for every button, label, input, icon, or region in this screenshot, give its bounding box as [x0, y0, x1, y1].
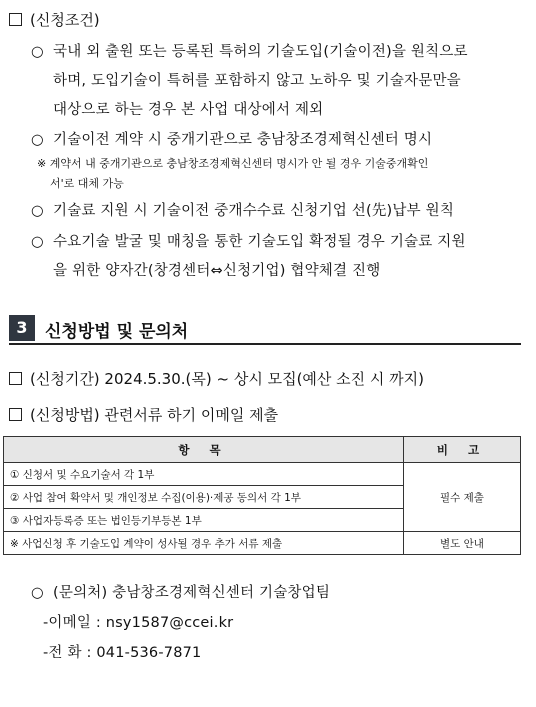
contact-header: ○ (문의처) 충남창조경제혁신센터 기술창업팀 [31, 585, 331, 601]
conditions-header: (신청조건) [9, 9, 100, 30]
condition-bullet-3: ○ 기술료 지원 시 기술이전 중개수수료 신청기업 선(先)납부 원칙 [31, 203, 455, 219]
condition-bullet-1-line2: 하며, 도입기술이 특허를 포함하지 않고 노하우 및 기술자문만을 [53, 73, 461, 89]
application-method: (신청방법) 관련서류 하기 이메일 제출 [9, 404, 278, 425]
table-cell-item: ③ 사업자등록증 또는 법인등기부등본 1부 [4, 509, 404, 532]
contact-email[interactable]: -이메일 : nsy1587@ccei.kr [43, 615, 234, 631]
section-3-heading [9, 315, 521, 345]
condition-bullet-4-line2: 을 위한 양자간(창경센터⇔신청기업) 협약체결 진행 [53, 263, 381, 279]
circle-bullet-icon: ○ [31, 203, 44, 219]
section-number: 3 [9, 315, 35, 341]
table-cell-extra: ※ 사업신청 후 기술도입 계약이 성사될 경우 추가 서류 제출 [4, 532, 404, 555]
table-header-row [4, 437, 521, 463]
table-cell-item: ② 사업 참여 확약서 및 개인정보 수집(이용)·제공 동의서 각 1부 [4, 486, 404, 509]
condition-bullet-1-line1: ○ 국내 외 출원 또는 등록된 특허의 기술도입(기술이전)을 원칙으로 [31, 44, 468, 60]
table-cell-required: 필수 제출 [404, 463, 521, 532]
checkbox-square-icon [9, 13, 22, 26]
condition-note-line2: 서'로 대체 가능 [50, 177, 124, 190]
condition-bullet-1-line3: 대상으로 하는 경우 본 사업 대상에서 제외 [53, 102, 324, 118]
table-cell-item: ① 신청서 및 수요기술서 각 1부 [4, 463, 404, 486]
table-row [4, 532, 521, 555]
documents-table [3, 436, 521, 555]
application-period: (신청기간) 2024.5.30.(목) ~ 상시 모집(예산 소진 시 까지) [9, 368, 424, 389]
table-header-item: 항 목 [4, 437, 404, 463]
circle-bullet-icon: ○ [31, 44, 44, 60]
table-row [4, 463, 521, 486]
checkbox-square-icon [9, 372, 22, 385]
circle-bullet-icon: ○ [31, 585, 44, 601]
table-cell-extra-note: 별도 안내 [404, 532, 521, 555]
checkbox-square-icon [9, 408, 22, 421]
circle-bullet-icon: ○ [31, 132, 44, 148]
condition-bullet-2: ○ 기술이전 계약 시 중개기관으로 충남창조경제혁신센터 명시 [31, 132, 433, 148]
circle-bullet-icon: ○ [31, 234, 44, 250]
condition-note-line1: ※ 계약서 내 중개기관으로 충남창조경제혁신센터 명시가 안 될 경우 기술중개확인 [37, 157, 429, 170]
section-title: 신청방법 및 문의처 [45, 322, 189, 342]
table-header-note: 비 고 [404, 437, 521, 463]
contact-phone: -전 화 : 041-536-7871 [43, 645, 202, 661]
condition-bullet-4-line1: ○ 수요기술 발굴 및 매칭을 통한 기술도입 확정될 경우 기술료 지원 [31, 234, 466, 250]
